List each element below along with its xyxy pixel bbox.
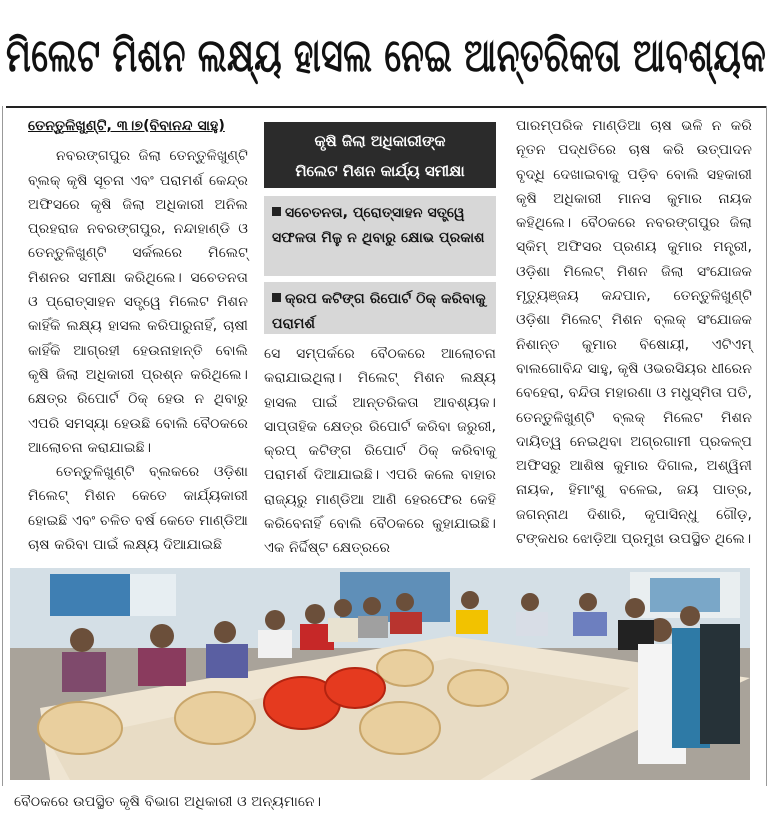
highlight-box-title [264,122,496,188]
bullet-square-icon [272,293,281,302]
photo-caption: ବୈଠକରେ ଉପସ୍ଥିତ କୃଷି ବିଭାଗ ଅଧିକାରୀ ଓ ଅନ୍ୟମାନେ। [14,794,322,810]
right-border-rule [766,106,767,786]
column-right [516,114,752,551]
left-border-rule [2,106,3,786]
bullet-square-icon [272,207,281,216]
highlight-point-2-text: କ୍ରପ କଟିଙ୍ଗ ରିପୋର୍ଟ ଠିକ୍ କରିବାକୁ ପରାମର୍ଶ [272,291,486,332]
col3-paragraph-1: ପାରମ୍ପରିକ ମାଣ୍ଡିଆ ଚାଷ ଭଳି ନ କରି ନୂତନ ପଦ୍ଧତିରେ ଚାଷ କରି ଉତ୍ପାଦନ ବୃଦ୍ଧି ଦେଖାଇବାକୁ ପଡ଼ିବ ବୋଲି ସହକାରୀ କୃଷି ଅଧିକାରୀ ମାନସ କୁମାର ନାୟକ କହିଥିଲେ। ବୈଠକରେ ନବରଙ୍ଗପୁର ଜିଲା ସ୍କିମ୍ ଅଫିସର ପ୍ରଣୟ କୁମାର ମନ୍ତ୍ରୀ, ଓଡ଼ିଶା ମିଲେଟ୍ ମିଶନ ଜିଲା ସଂଯୋଜକ ମୃତ୍ୟୁଞ୍ଜୟ କନ୍ଦପାନ, ତେନ୍ତୁଳିଖୁଣ୍ଟି ଓଡ଼ିଶା ମିଲେଟ୍ ମିଶନ ବ୍ଲକ୍ ସଂଯୋଜକ ନିଶାନ୍ତ କୁମାର ବିଷୋୟୀ, ଏଟିଏମ୍ ବାଲଗୋବିନ୍ଦ ସାହୁ, କୃଷି ଓଭରସିୟର ଧୀରେନ ବେହେରା, ବନ୍ଦିତା ମହାରଣା ଓ ମଧୁସ୍ମିତା ପତି, ତେନ୍ତୁଳିଖୁଣ୍ଟି ବ୍ଲକ୍ ମିଲେଟ ମିଶନ ଦାୟିତ୍ୱ ନେଇଥିବା ଅଗ୍ରଗାମୀ ପ୍ରକଳ୍ପ ଅଫିସରୁ ଆଶିଷ କୁମାର ଦିଗାଲ, ଅଶ୍ୱିନୀ ନାୟକ, ହିମାଂଶୁ ବଳେଇ, ଜୟ ପାତ୍ର, ଜଗନ୍ନାଥ ଦିଶାରି, କୃପାସିନ୍ଧୁ ଗୌଡ଼, ଟଙ୍କଧର ଝୋଡ଼ିଆ ପ୍ରମୁଖ ଉପସ୍ଥିତ ଥିଲେ। [516,118,752,548]
headline-rule [6,106,766,108]
highlight-point-1-text: ସଚେତନତା, ପ୍ରୋତ୍ସାହନ ସତ୍ତ୍ୱେ ସଫଳତା ମିଳୁ ନ ଥିବାରୁ କ୍ଷୋଭ ପ୍ରକାଶ [272,205,485,246]
col1-paragraph-1: ନବରଙ୍ଗପୁର ଜିଲା ତେନ୍ତୁଳିଖୁଣ୍ଟି ବ୍ଲକ୍ କୃଷି ସୂଚନା ଏବଂ ପରାମର୍ଶ କେନ୍ଦ୍ର ଅଫିସରେ କୃଷି ଜିଲା ଅଧିକାରୀ ଅନିଲ ପ୍ରହରାଜ ନବରଙ୍ଗପୁର, ନନ୍ଦାହାଣ୍ଡି ଓ ତେନ୍ତୁଳିଖୁଣ୍ଟି ସର୍କଲରେ ମିଲେଟ୍ ମିଶନର ସମୀକ୍ଷା କରିଥିଲେ। ସଚେତନତା ଓ ପ୍ରୋତ୍ସାହନ ସତ୍ତ୍ୱେ ମିଲେଟ ମିଶନ କାହିଁକି ଲକ୍ଷ୍ୟ ହାସଲ କରିପାରୁନାହିଁ, ଚାଷୀ କାହିଁକି ଆଗ୍ରହୀ ହେଉନାହାନ୍ତି ବୋଲି କୃଷି ଜିଲା ଅଧିକାରୀ ପ୍ରଶ୍ନ କରିଥିଲେ। କ୍ଷେତ୍ର ରିପୋର୍ଟ ଠିକ୍ ହେଉ ନ ଥିବାରୁ ଏପରି ସମସ୍ୟା ହେଉଛି ବୋଲି ବୈଠକରେ ଆଲୋଚନା କରାଯାଇଛି। [28,148,248,456]
column-middle [264,342,496,561]
highlight-box-title-line1: କୃଷି ଜିଲା ଅଧିକାରୀଙ୍କ [314,132,446,150]
highlight-box-title-line2: ମିଲେଟ ମିଶନ କାର୍ଯ୍ୟ ସମୀକ୍ଷା [295,162,465,180]
col2-paragraph-1: ସେ ସମ୍ପର୍କରେ ବୈଠକରେ ଆଲୋଚନା କରାଯାଇଥିଲା। ମିଲେଟ୍ ମିଶନ ଲକ୍ଷ୍ୟ ହାସଲ ପାଇଁ ଆନ୍ତରିକତା ଆବଶ୍ୟକ। ସାପ୍ତାହିକ କ୍ଷେତ୍ର ରିପୋର୍ଟ କରିବା ଜରୁରୀ, କ୍ରପ୍ କଟିଙ୍ଗ ରିପୋର୍ଟ ଠିକ୍ କରିବାକୁ ପରାମର୍ଶ ଦିଆଯାଇଛି। ଏପରି କଲେ ବାହାର ରାଜ୍ୟରୁ ମାଣ୍ଡିଆ ଆଣି ହେରଫେର କେହି କରିବେନାହିଁ ବୋଲି ବୈଠକରେ କୁହାଯାଇଛି। ଏକ ନିର୍ଦ୍ଦିଷ୍ଟ କ୍ଷେତ୍ରରେ [264,346,496,557]
column-left [28,114,248,557]
meeting-photo [10,568,750,780]
headline: ମିଲେଟ ମିଶନ ଲକ୍ଷ୍ୟ ହାସଲ ନେଇ ଆନ୍ତରିକତା ଆବଶ୍ୟକ [6,28,767,82]
col1-paragraph-2: ତେନ୍ତୁଳିଖୁଣ୍ଟି ବ୍ଲକରେ ଓଡ଼ିଶା ମିଲେଟ୍ ମିଶନ କେତେ କାର୍ଯ୍ୟକାରୀ ହୋଇଛି ଏବଂ ଚଳିତ ବର୍ଷ କେତେ ମାଣ୍ଡିଆ ଚାଷ କରିବା ପାଇଁ ଲକ୍ଷ୍ୟ ଦିଆଯାଇଛି [28,464,248,554]
dateline: ତେନ୍ତୁଳିଖୁଣ୍ଟି, ୩।୭(ବିବାନନ୍ଦ ସାହୁ) [28,118,225,134]
meeting-photo-illustration [10,568,750,780]
highlight-point-1 [264,196,496,276]
highlight-point-2 [264,282,496,334]
